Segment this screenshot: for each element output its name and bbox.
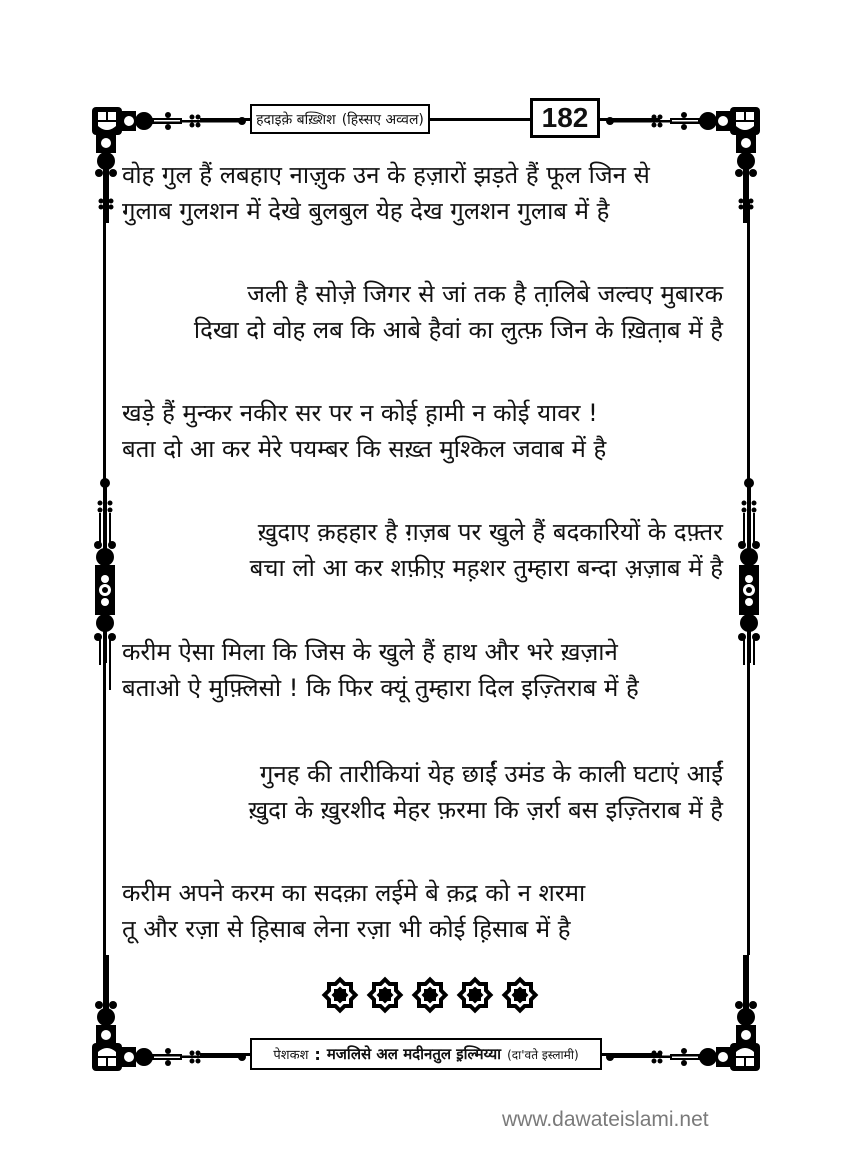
- islamic-star-icon: [455, 975, 495, 1015]
- couplet: [250, 514, 723, 586]
- islamic-star-icon: [320, 975, 360, 1015]
- verse-line: बता दो आ कर मेरे पयम्बर कि सख़्त मुश्किल जवाब में है: [122, 435, 607, 463]
- couplet: [194, 276, 723, 348]
- verse-line: करीम अपने करम का सदक़ा लईमे बे क़द्र को न शरमा: [122, 879, 586, 907]
- verse-line: जली है सोज़े जिगर से जां तक है ता़लिबे जल्वए मुबारक: [247, 280, 723, 308]
- couplet: [249, 756, 724, 828]
- book-title-box: [250, 104, 430, 134]
- page-number: 182: [530, 98, 600, 138]
- verse-line: तू और रज़ा से ह़िसाब लेना रज़ा भी कोई ह़िसाब में है: [122, 915, 571, 943]
- border-left-line: [103, 200, 106, 490]
- couplet: [122, 875, 585, 947]
- verse-line: करीम ऐसा मिला कि जिस के खुले हैं हाथ और भरे ख़ज़ाने: [122, 638, 618, 666]
- verse-line: ख़ुदाए क़हहार है ग़ज़ब पर खुले हैं बदकारियों के दफ़्तर: [257, 518, 723, 546]
- publisher-box: [250, 1038, 602, 1070]
- publisher-name: मजलिसे अल मदीनतुल इ़ल्मिय्या: [326, 1045, 502, 1063]
- corner-ornament-bottom-right-icon: [600, 955, 760, 1075]
- border-top-line-middle: [430, 118, 530, 121]
- book-part: (हिस्सए अव्वल): [341, 111, 424, 128]
- book-title: हदाइक़े बख़्शिश: [256, 111, 336, 128]
- website-url: www.dawateislami.net: [502, 1108, 709, 1131]
- verse-line: गुलाब गुलशन में देखे बुलबुल येह देख गुलशन गुलाब में है: [122, 197, 610, 225]
- verse-line: खड़े हैं मुन्कर नकीर सर पर न कोई ह़ामी न कोई यावर !: [122, 399, 598, 427]
- verse-line: दिखा दो वोह लब कि आबे हैवां का लुत्फ़ जिन के ख़िता़ब में है: [193, 316, 723, 344]
- islamic-star-icon: [365, 975, 405, 1015]
- verse-line: बताओ ऐ मुफ़्लिसो ! कि फिर क्यूं तुम्हारा दिल इज़्तिराब में है: [122, 674, 639, 702]
- border-left-line-lower: [103, 655, 106, 955]
- star-divider: [320, 975, 540, 1015]
- publisher-label: पेशकश: [273, 1048, 309, 1063]
- couplet: [122, 634, 639, 706]
- publisher-colon: :: [314, 1044, 321, 1064]
- side-ornament-right-icon: [735, 475, 763, 665]
- verse-line: वोह गुल हैं लबहाए नाज़ुक उन के हज़ारों झड़ते हैं फूल जिन से: [122, 161, 650, 189]
- border-right-line-lower: [747, 655, 750, 955]
- verse-line: गुनह की तारीकियां येह छाईं उमंड के काली घटाएं आईं: [259, 760, 723, 788]
- islamic-star-icon: [410, 975, 450, 1015]
- couplet: [122, 157, 650, 229]
- border-right-line: [747, 200, 750, 490]
- couplet: [122, 395, 606, 467]
- verse-line: ख़ुदा के ख़ुरशीद मेहर फ़रमा कि ज़र्रा बस इज़्तिराब में है: [248, 796, 723, 824]
- verse-line: बचा लो आ कर शफ़ीए़ मह़शर तुम्हारा बन्दा अ़ज़ाब में है: [249, 554, 723, 582]
- islamic-star-icon: [500, 975, 540, 1015]
- corner-ornament-bottom-left-icon: [92, 955, 252, 1075]
- side-ornament-left-icon: [91, 475, 119, 665]
- publisher-subtitle: (दा'वते इस्लामी): [507, 1047, 579, 1062]
